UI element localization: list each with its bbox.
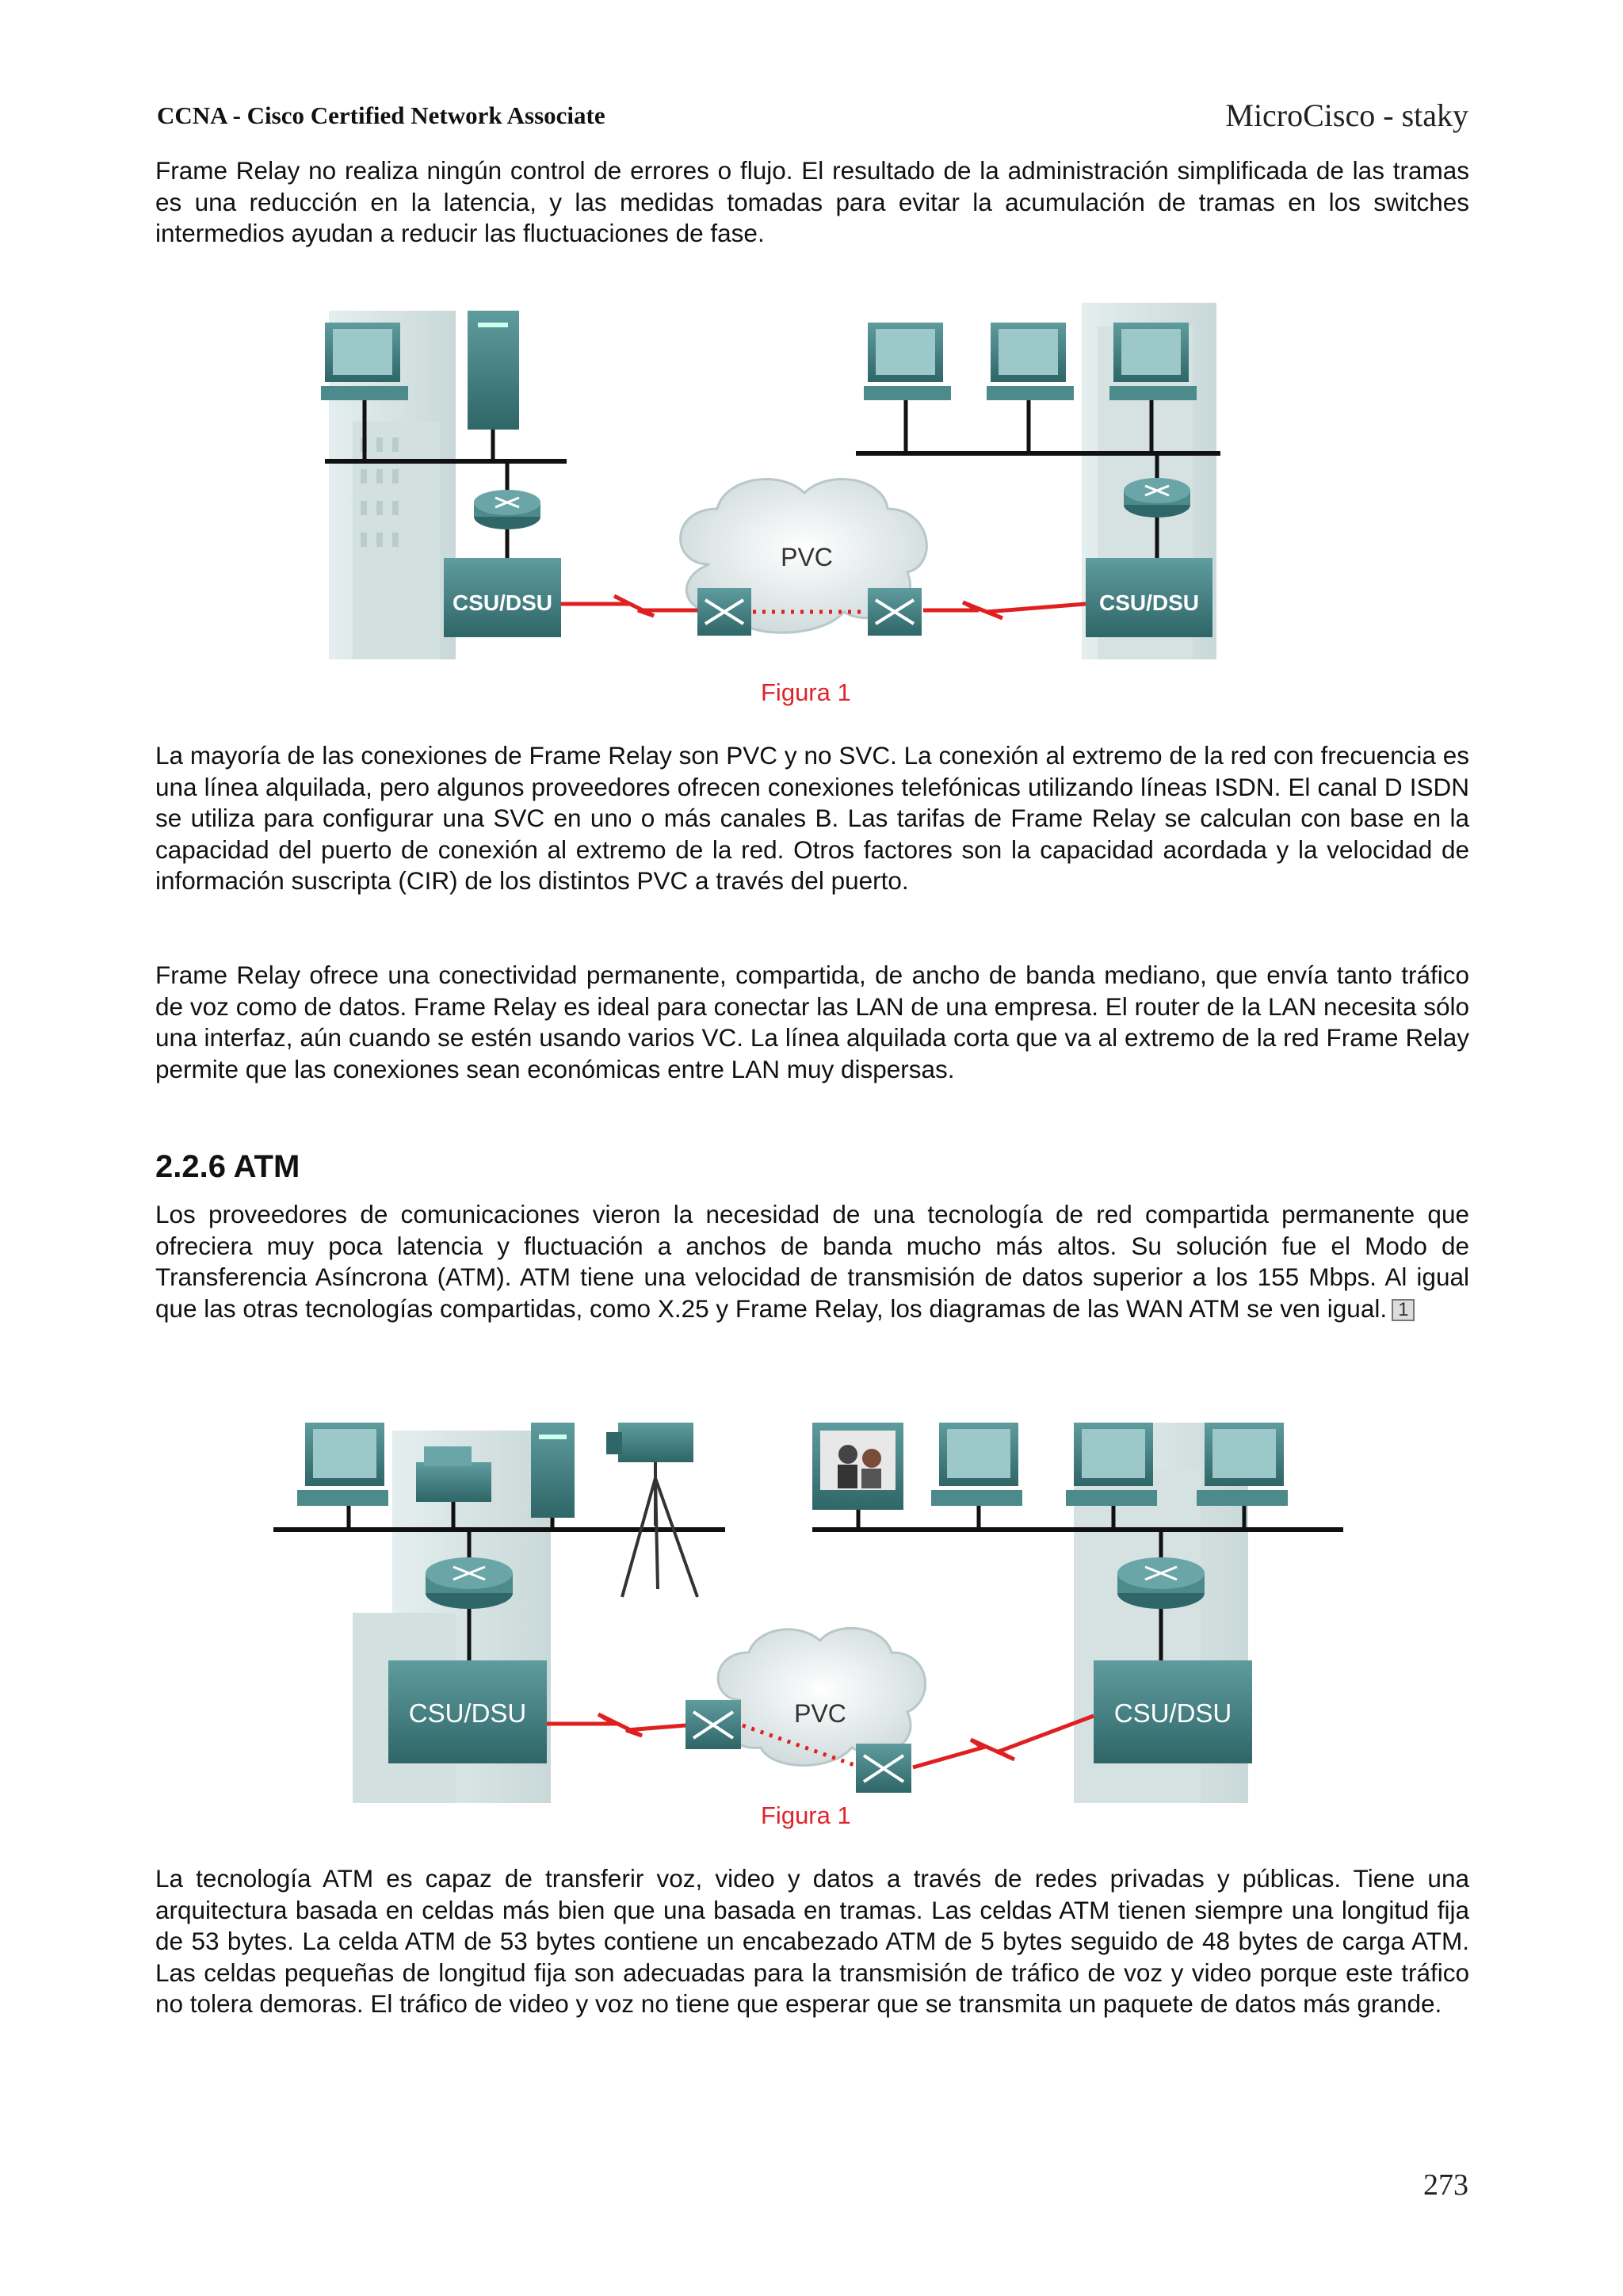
workstation-icon (987, 323, 1074, 453)
pvc-label: PVC (781, 543, 833, 571)
paragraph-frame-relay-pvc: La mayoría de las conexiones de Frame Relay son PVC y no SVC. La conexión al extremo de la red con frecuencia es una línea alquilada, pero algunos proveedores ofrecen conexiones telefónicas utilizando líneas ISDN. El canal D ISDN se utiliza para configurar una SVC en uno o más canales B. Las tarifas de Frame Relay se calculan con base en la capacidad del puerto de conexión al extremo de la red. Otros factores son la capacidad acordada y la velocidad de información suscripta (CIR) de los distintos PVC a través del puerto. (155, 741, 1469, 895)
header-author: MicroCisco - staky (1225, 97, 1468, 133)
section-heading-atm: 2.2.6 ATM (155, 1149, 300, 1184)
figure1-caption: Figura 1 (761, 678, 851, 706)
paragraph-atm-cells: La tecnología ATM es capaz de transferir voz, video y datos a través de redes privadas y públicas. Tiene una arquitectura basada en celdas más bien que una basada en tramas. Las celdas ATM tienen siempre una longitud fija de 53 bytes. La celda ATM de 53 bytes contiene un encabezado ATM de 5 bytes seguido de 48 bytes de carga ATM. Las celdas pequeñas de longitud fija son adecuadas para la transmisión de tráfico de voz y video porque este tráfico no tolera demoras. El tráfico de video y voz no tiene que esperar que se transmita un paquete de datos más grande. (155, 1864, 1469, 2018)
router-icon (1117, 1557, 1205, 1609)
server-icon (468, 311, 519, 461)
paragraph-atm-intro-text: Los proveedores de comunicaciones vieron la necesidad de una tecnología de red compartida permanente que ofreciera muy poca latencia y fluctuación a anchos de banda mucho más altos. Su solución fue el Modo de Transferencia Asíncrona (ATM). ATM tiene una velocidad de transmisión de datos superior a los 155 Mbps. Al igual que las otras tecnologías compartidas, como X.25 y Frame Relay, los diagramas de las WAN ATM se ven igual. (155, 1200, 1469, 1323)
router-icon (1124, 478, 1190, 518)
pvc-label: PVC (794, 1699, 846, 1728)
header-title: CCNA - Cisco Certified Network Associate (157, 101, 605, 129)
workstation-icon (931, 1423, 1022, 1530)
router-icon (474, 490, 540, 529)
paragraph-atm-intro (155, 1199, 1469, 1324)
server-icon (531, 1423, 575, 1530)
paragraph-frame-relay-connectivity: Frame Relay ofrece una conectividad permanente, compartida, de ancho de banda mediano, que envía tanto tráfico de voz como de datos. Frame Relay es ideal para conectar las LAN de una empresa. El router de la LAN necesita sólo una interfaz, aún cuando se estén usando varios VC. La línea alquilada corta que va al extremo de la red Frame Relay permite que las conexiones sean económicas entre LAN muy dispersas. (155, 961, 1469, 1083)
figure-reference-link[interactable]: 1 (1392, 1299, 1415, 1321)
csu-dsu-left-label: CSU/DSU (408, 1698, 527, 1728)
wan-switch-icon (697, 588, 751, 636)
atm-switch-icon (856, 1744, 911, 1793)
figure-frame-relay-diagram (297, 279, 1327, 675)
csu-dsu-left (388, 1660, 547, 1763)
workstation-icon (864, 323, 951, 453)
csu-dsu-right-label: CSU/DSU (1113, 1698, 1232, 1728)
router-icon (426, 1557, 513, 1609)
paragraph-frame-relay-intro: Frame Relay no realiza ningún control de errores o flujo. El resultado de la administración simplificada de las tramas es una reducción en la latencia, y las medidas tomadas para evitar la acumulación de tramas en los switches intermedios ayudan a reducir las fluctuaciones de fase. (155, 156, 1469, 247)
workstation-icon (297, 1423, 388, 1530)
csu-dsu-left-label: CSU/DSU (452, 590, 553, 615)
csu-dsu-right-label: CSU/DSU (1098, 590, 1200, 615)
figure2-caption: Figura 1 (761, 1801, 851, 1829)
atm-switch-icon (685, 1700, 741, 1749)
csu-dsu-left (444, 558, 561, 637)
figure-atm-diagram (265, 1399, 1359, 1811)
csu-dsu-right (1086, 558, 1212, 637)
page-number: 273 (1423, 2168, 1468, 2202)
video-monitor-icon (812, 1423, 903, 1530)
wan-switch-icon (868, 588, 922, 636)
video-camera-icon (606, 1423, 697, 1597)
csu-dsu-right (1094, 1660, 1252, 1763)
